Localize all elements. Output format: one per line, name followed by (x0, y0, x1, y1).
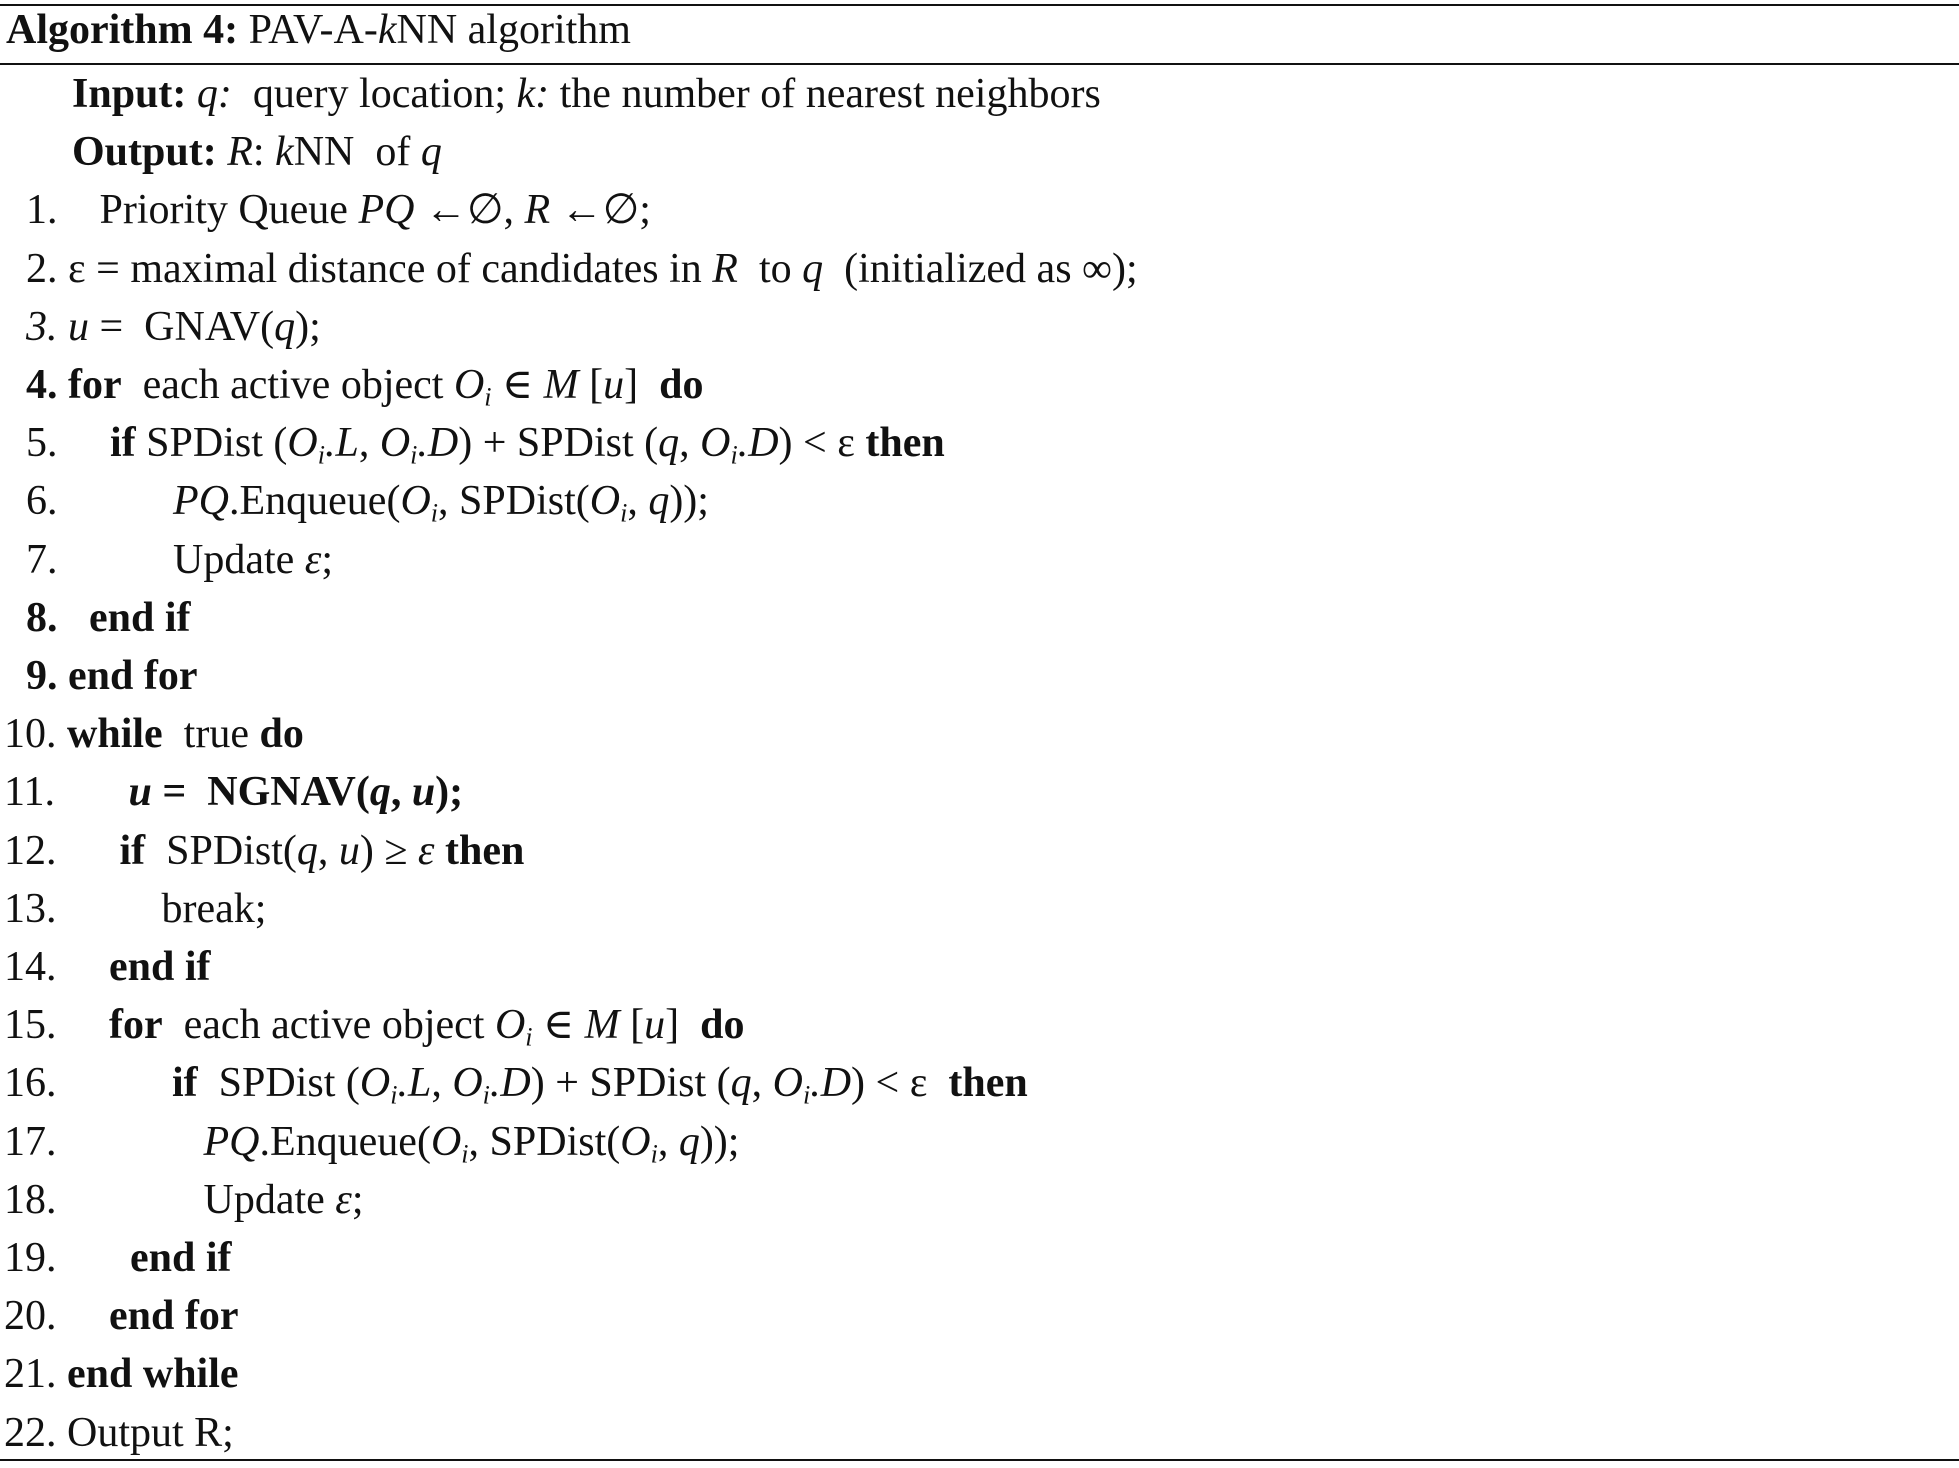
algorithm-text: , (657, 1119, 679, 1165)
algorithm-text: each active object (162, 1002, 495, 1048)
algorithm-step (26, 182, 651, 238)
algorithm-text: 3. u (26, 304, 89, 350)
algorithm-text: R (524, 187, 551, 233)
algorithm-text: ) < ε (851, 1060, 949, 1106)
algorithm-text: to (737, 246, 803, 292)
algorithm-text: q (369, 769, 391, 815)
algorithm-text: ε (417, 828, 435, 874)
algorithm-text: while (67, 711, 163, 757)
algorithm-text: end if (109, 944, 211, 990)
algorithm-text: true (162, 711, 260, 757)
algorithm-text: O (700, 420, 731, 466)
algorithm-text: .Enqueue( (229, 478, 401, 524)
algorithm-text: R (227, 129, 253, 175)
algorithm-text: = GNAV( (89, 304, 275, 350)
algorithm-text: , (358, 420, 380, 466)
algorithm-text (186, 71, 197, 117)
algorithm-text: ] (665, 1002, 701, 1048)
algorithm-text: 13. break; (4, 886, 267, 932)
algorithm-text: ) + SPDist ( (530, 1060, 731, 1106)
algorithm-text: ∈ (491, 362, 544, 408)
algorithm-text: u (411, 769, 436, 815)
algorithm-text: O (620, 1119, 651, 1165)
algorithm-text: 14. (4, 944, 109, 990)
algorithm-step (26, 357, 703, 413)
algorithm-text: 6. (26, 478, 173, 524)
algorithm-text (217, 129, 228, 175)
algorithm-text: k (275, 129, 294, 175)
algorithm-step (4, 1346, 239, 1402)
algorithm-text: 5. (26, 420, 110, 466)
algorithm-text: 10. (4, 711, 67, 757)
algorithm-text: then (948, 1060, 1028, 1106)
algorithm-text: the number of nearest neighbors (549, 71, 1101, 117)
algorithm-text: NN of (293, 129, 421, 175)
algorithm-text: 11. (4, 769, 129, 815)
algorithm-text: [ (578, 362, 604, 408)
algorithm-text: q (648, 478, 670, 524)
algorithm-text: (initialized as ∞); (823, 246, 1138, 292)
algorithm-text: O (453, 362, 485, 408)
algorithm-text: O (494, 1002, 526, 1048)
algorithm-text: 17. (4, 1119, 204, 1165)
algorithm-text: 9. end for (26, 653, 198, 699)
algorithm-text: ) ≥ (359, 828, 418, 874)
algorithm-text: 20. (4, 1293, 109, 1339)
algorithm-text: ; (351, 1177, 364, 1223)
algorithm-text: if (110, 420, 136, 466)
algorithm-text: q: (196, 71, 232, 117)
algorithm-text: i (730, 440, 738, 470)
algorithm-text: i (802, 1080, 811, 1110)
algorithm-text: ) + SPDist ( (458, 420, 659, 466)
algorithm-text: end for (109, 1293, 239, 1339)
algorithm-title-suffix: NN algorithm (396, 7, 631, 53)
algorithm-text: i (482, 1080, 490, 1110)
algorithm-text: [ (619, 1002, 645, 1048)
algorithm-text: u (338, 828, 360, 874)
input-line (72, 66, 1101, 122)
algorithm-step (4, 1172, 364, 1228)
algorithm-text: O (400, 478, 431, 524)
header-rule (0, 63, 1959, 65)
algorithm-text: i (461, 1139, 469, 1169)
algorithm-text: O (589, 478, 621, 524)
algorithm-text: i (410, 440, 418, 470)
algorithm-step (4, 1114, 739, 1170)
algorithm-text: 12. (4, 828, 120, 874)
algorithm-text: query location; (231, 71, 517, 117)
algorithm-text: 16. (4, 1060, 172, 1106)
algorithm-text: 21. (4, 1351, 67, 1397)
algorithm-step (26, 241, 1138, 297)
algorithm-step (4, 1405, 234, 1461)
algorithm-text: SPDist ( (135, 420, 288, 466)
algorithm-text: .D (737, 420, 779, 466)
algorithm-text: SPDist ( (197, 1060, 360, 1106)
algorithm-text: ; (321, 537, 334, 583)
algorithm-text: O (430, 1119, 462, 1165)
algorithm-text: PQ (203, 1119, 260, 1165)
algorithm-text: .D (810, 1060, 852, 1106)
algorithm-text: q (420, 129, 442, 175)
algorithm-text: , (627, 478, 649, 524)
algorithm-text: ε (304, 537, 322, 583)
algorithm-text: , (679, 420, 701, 466)
algorithm-text: 22. Output R; (4, 1410, 234, 1456)
algorithm-step (4, 764, 463, 820)
algorithm-text: q (730, 1060, 752, 1106)
algorithm-text (434, 828, 445, 874)
algorithm-step (26, 590, 191, 646)
output-line (72, 124, 442, 180)
algorithm-text: 7. Update (26, 537, 305, 583)
algorithm-step (4, 997, 744, 1053)
algorithm-text: then (444, 828, 525, 874)
algorithm-text: u (128, 769, 152, 815)
algorithm-text: PQ (358, 187, 415, 233)
algorithm-text: .D (489, 1060, 531, 1106)
algorithm-text: 15. (4, 1002, 109, 1048)
algorithm-text: i (650, 1139, 658, 1169)
algorithm-text: SPDist( (145, 828, 297, 874)
algorithm-text: M (584, 1002, 620, 1048)
algorithm-step (4, 1230, 232, 1286)
algorithm-text: 2. ε = maximal distance of candidates in (26, 246, 713, 292)
algorithm-step (4, 1055, 1028, 1111)
algorithm-title-k: k (377, 7, 397, 53)
algorithm-text: O (379, 420, 411, 466)
algorithm-text: , (390, 769, 412, 815)
algorithm-text: ε (335, 1177, 352, 1223)
algorithm-text: then (865, 420, 945, 466)
algorithm-text: q (658, 420, 680, 466)
algorithm-text: Input: (72, 71, 187, 117)
algorithm-text: k: (516, 71, 550, 117)
algorithm-text: ); (295, 304, 321, 350)
algorithm-text: 1. Priority Queue (26, 187, 359, 233)
algorithm-text: M (543, 362, 579, 408)
algorithm-step (4, 706, 304, 762)
algorithm-text: .L (397, 1060, 432, 1106)
algorithm-text: i (484, 382, 492, 412)
algorithm-text: if (119, 828, 146, 874)
algorithm-text: , SPDist( (438, 478, 590, 524)
algorithm-text: i (620, 498, 628, 528)
algorithm-text: .L (324, 420, 359, 466)
algorithm-text: i (430, 498, 439, 528)
algorithm-step (26, 299, 321, 355)
algorithm-text: O (359, 1060, 391, 1106)
algorithm-text: = NGNAV( (151, 769, 370, 815)
algorithm-text: : (252, 129, 276, 175)
algorithm-step (26, 648, 198, 704)
algorithm-text: ); (435, 769, 464, 815)
algorithm-text: u (644, 1002, 666, 1048)
algorithm-step (26, 532, 333, 588)
algorithm-text: PQ (173, 478, 229, 524)
bottom-rule (0, 1459, 1959, 1461)
algorithm-text: ←∅, (414, 187, 525, 233)
algorithm-step (26, 473, 709, 529)
algorithm-text: , (317, 828, 339, 874)
algorithm-text: .D (417, 420, 459, 466)
algorithm-text: if (172, 1060, 198, 1106)
algorithm-text: do (259, 711, 304, 757)
algorithm-text: ←∅; (550, 187, 651, 233)
algorithm-step (4, 1288, 239, 1344)
algorithm-title-prefix: PAV-A- (238, 7, 378, 53)
algorithm-text: , SPDist( (468, 1119, 621, 1165)
algorithm-text: 4. for (26, 362, 122, 408)
algorithm-step (4, 823, 524, 879)
algorithm-text: q (296, 828, 318, 874)
algorithm-text: )); (669, 478, 709, 524)
algorithm-text: R (712, 246, 738, 292)
algorithm-step (26, 415, 945, 471)
algorithm-text: O (287, 420, 318, 466)
algorithm-text: )); (699, 1119, 740, 1165)
algorithm-text: ] (624, 362, 660, 408)
algorithm-text: u (603, 362, 625, 408)
algorithm-text: ) < ε (778, 420, 866, 466)
algorithm-text: q (274, 304, 296, 350)
algorithm-text: for (109, 1002, 163, 1048)
algorithm-text: , (431, 1060, 453, 1106)
algorithm-text: 8. end if (26, 595, 191, 641)
algorithm-text: q (802, 246, 824, 292)
algorithm-text: 19. (4, 1235, 130, 1281)
algorithm-header (6, 2, 631, 58)
algorithm-text: ∈ (532, 1002, 585, 1048)
algorithm-text: O (772, 1060, 803, 1106)
algorithm-label: Algorithm 4: (6, 7, 239, 53)
algorithm-text: end if (130, 1235, 232, 1281)
algorithm-text: each active object (121, 362, 454, 408)
algorithm-text: .Enqueue( (259, 1119, 431, 1165)
algorithm-text: , (751, 1060, 773, 1106)
algorithm-step (4, 881, 266, 937)
algorithm-text: end while (67, 1351, 239, 1397)
algorithm-text: i (317, 440, 325, 470)
algorithm-step (4, 939, 211, 995)
algorithm-text: do (659, 362, 704, 408)
algorithm-text: Output: (72, 129, 217, 175)
algorithm-text: do (700, 1002, 745, 1048)
algorithm-text: i (390, 1080, 398, 1110)
algorithm-text: i (525, 1022, 533, 1052)
algorithm-text: q (678, 1119, 700, 1165)
algorithm-text: O (452, 1060, 483, 1106)
algorithm-text: 18. Update (4, 1177, 336, 1223)
